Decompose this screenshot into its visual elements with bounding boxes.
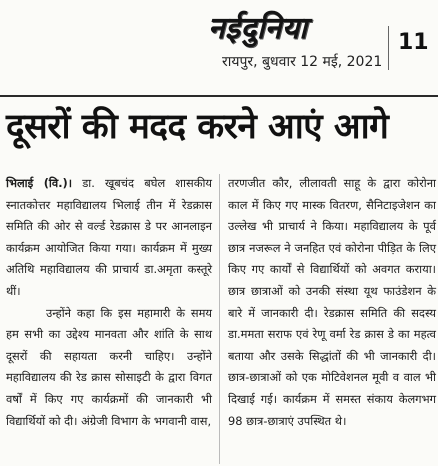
- article-text: डा. खूबचंद बघेल शासकीय स्नातकोत्तर महाविद्यालय भिलाई तीन में रेडक्रास समिति की ओर से वर्ल्ड रेडक्रास डे पर आनलाइन कार्यक्रम आयोजित किया गया। कार्यक्रम में मुख्य अतिथि महाविद्यालय की प्राचार्य डा.अमृता कस्तूरे थीं।: [6, 176, 213, 298]
- article-column-right: [228, 173, 436, 432]
- masthead-divider: [388, 26, 389, 70]
- article-paragraph: [6, 173, 212, 303]
- header-rule: [0, 95, 438, 97]
- article-column-left: [6, 173, 212, 432]
- dateline: रायपुर, बुधवार 12 मई, 2021: [222, 54, 383, 70]
- column-divider: [219, 174, 220, 464]
- article-paragraph: तरणजीत कौर, लीलावती साहू के द्वारा कोरोना काल में किए गए मास्क वितरण, सैनिटाइजेशन का उल्लेख भी प्राचार्य ने किया। महाविद्यालय के पूर्व छात्र नजरूल ने जनहित एवं कोरोना पीड़ित के लिए किए गए कार्यों से विद्यार्थियों को अवगत कराया। छात्र छात्राओं को उनकी संस्था यूथ फाउंडेशन के बारे में जानकारी दी। रेडक्रास समिति की सदस्य डा.ममता सराफ एवं रेणू वर्मा रेड क्रास डे का महत्व बताया और उसके सिद्धांतों की भी जानकारी दी। छात्र-छात्राओं को एक मोटिवेशनल मूवी व वाल भी दिखाई गई। कार्यक्रम में समस्त संकाय केलगभग 98 छात्र-छात्राएं उपस्थित थे।: [228, 176, 436, 428]
- newspaper-logo: नईदुनिया: [208, 11, 308, 46]
- page-number: 11: [398, 30, 429, 55]
- masthead: [196, 6, 384, 78]
- article-headline: दूसरों की मदद करने आएं आगे: [6, 107, 389, 147]
- article-paragraph: उन्होंने कहा कि इस महामारी के समय हम सभी का उद्देश्य मानवता और शांति के साथ दूसरों की सहायता करनी चाहिए। उन्होंने महाविद्यालय की रेड क्रास सोसाइटी के द्वारा विगत वर्षों में किए गए कार्यक्रमों की जानकारी भी विद्यार्थियों को दी। अंग्रेजी विभाग के भगवानी वास,: [6, 305, 212, 428]
- article-location: भिलाई (वि.)।: [6, 176, 73, 190]
